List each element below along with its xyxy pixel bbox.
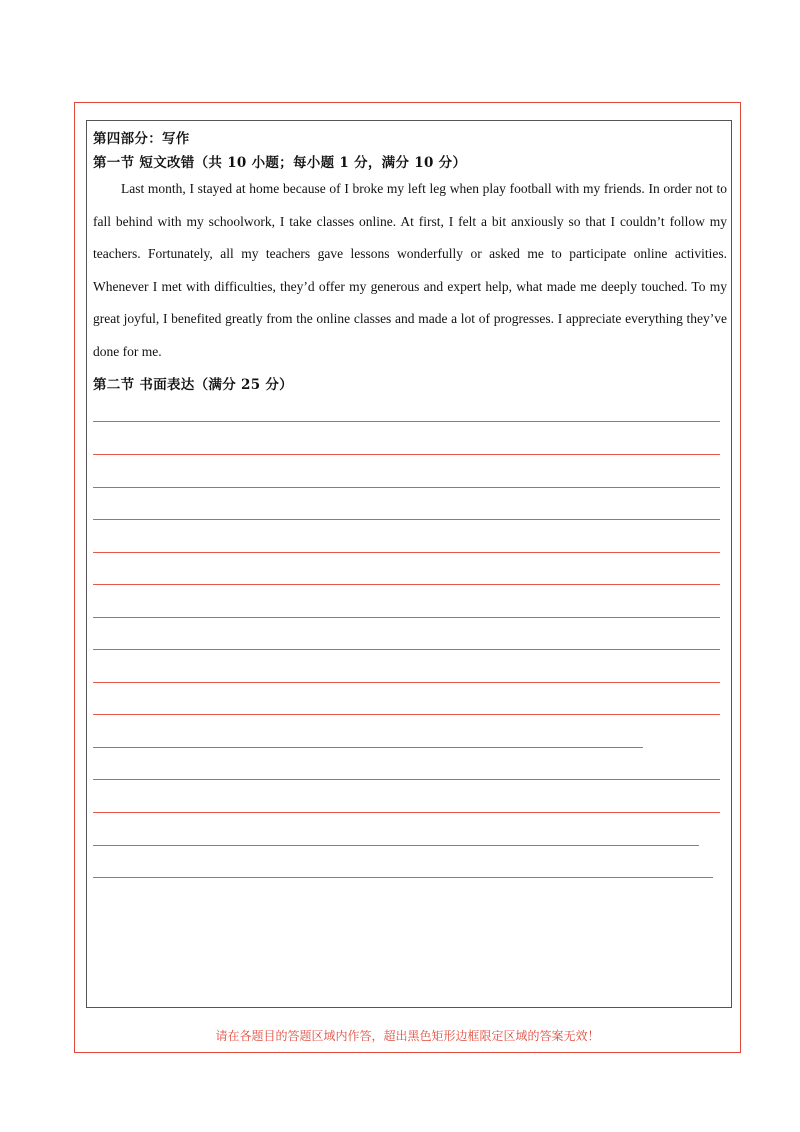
writing-line[interactable]	[93, 584, 720, 585]
writing-line[interactable]	[93, 454, 720, 455]
writing-line[interactable]	[93, 845, 699, 846]
writing-line[interactable]	[93, 552, 720, 553]
part-title: 第四部分：写作	[93, 131, 190, 147]
writing-line[interactable]	[93, 714, 720, 715]
writing-line[interactable]	[93, 487, 720, 488]
writing-line[interactable]	[93, 779, 720, 780]
writing-line[interactable]	[93, 649, 720, 650]
error-correction-passage: Last month, I stayed at home because of I broke my left leg when play football with my friends. In order not to fall behind with my schoolwork, I take classes online. At first, I felt a bit anxiously so that I couldn’t follow my teachers. Fortunately, all my teachers gave lessons wonderfully or asked me to participate online activities. Whenever I met with difficulties, they’d offer my generous and expert help, what made me deeply touched. To my great joyful, I benefited greatly from the online classes and made a lot of progresses. I appreciate everything they’ve done for me.	[93, 181, 727, 359]
writing-line[interactable]	[93, 682, 720, 683]
writing-line[interactable]	[93, 617, 720, 618]
answer-area-notice: 请在各题目的答题区域内作答，超出黑色矩形边框限定区域的答案无效！	[215, 1029, 600, 1043]
writing-line[interactable]	[93, 812, 720, 813]
writing-line[interactable]	[93, 421, 720, 422]
section1-title: 第一节 短文改错（共 10 小题；每小题 1 分，满分 10 分）	[93, 155, 467, 171]
section2-title: 第二节 书面表达（满分 25 分）	[93, 377, 293, 393]
writing-line[interactable]	[93, 877, 713, 878]
writing-line[interactable]	[93, 747, 643, 748]
writing-line[interactable]	[93, 519, 720, 520]
